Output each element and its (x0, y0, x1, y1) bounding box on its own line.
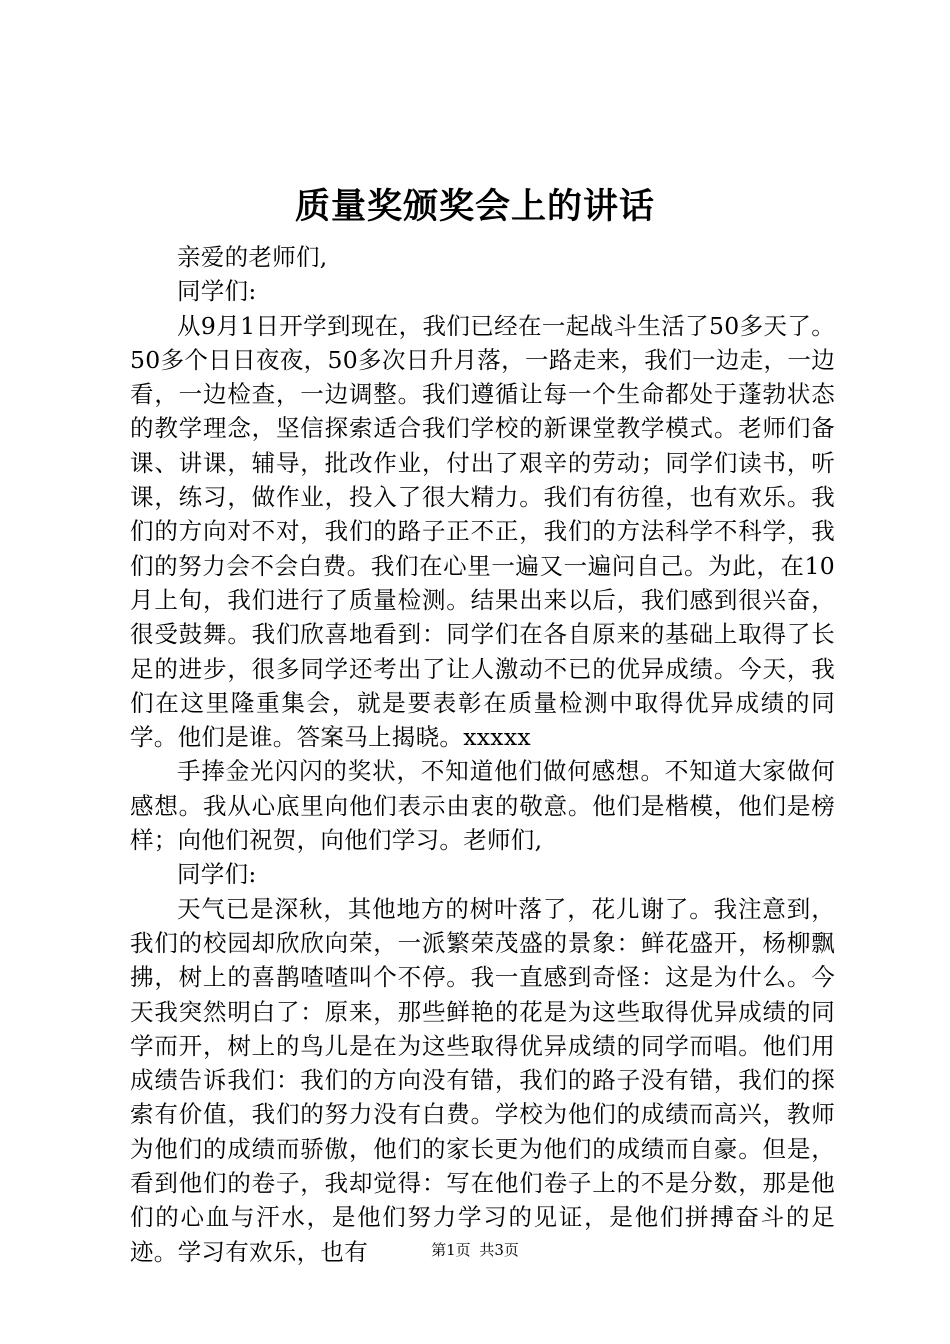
page-total: 共3页 (479, 1241, 519, 1259)
page-footer (0, 1240, 950, 1260)
paragraph-autumn: 天气已是深秋，其他地方的树叶落了，花儿谢了。我注意到，我们的校园却欣欣向荣，一派繁荣茂盛的景象：鲜花盛开，杨柳飘拂，树上的喜鹊喳喳叫个不停。我一直感到奇怪：这是为什么。今天我突然明白了：原来，那些鲜艳的花是为这些取得优异成绩的同学而开，树上的鸟儿是在为这些取得优异成绩的同学而唱。他们用成绩告诉我们：我们的方向没有错，我们的路子没有错，我们的探索有价值，我们的努力没有白费。学校为他们的成绩而高兴，教师为他们的成绩而骄傲，他们的家长更为他们的成绩而自豪。但是，看到他们的卷子，我却觉得：写在他们卷子上的不是分数，那是他们的心血与汗水，是他们努力学习的见证，是他们拼搏奋斗的足迹。学习有欢乐，也有 (130, 894, 835, 1266)
paragraph-award: 手捧金光闪闪的奖状，不知道他们做何感想。不知道大家做何感想。我从心底里向他们表示由衷的敬意。他们是楷模，他们是榜样；向他们祝贺，向他们学习。老师们, (130, 757, 835, 855)
salutation-teachers: 亲爱的老师们, (177, 243, 328, 271)
document-body (130, 240, 835, 1269)
document-title: 质量奖颁奖会上的讲话 (294, 186, 655, 227)
salutation-students: 同学们: (177, 277, 257, 306)
salutation-students-2: 同学们: (177, 860, 257, 889)
paragraph-opening: 从9月1日开学到现在，我们已经在一起战斗生活了50多天了。50多个日日夜夜，50多次日升月落，一路走来，我们一边走，一边看，一边检查，一边调整。我们遵循让每一个生命都处于蓬勃状态的教学理念，坚信探索适合我们学校的新课堂教学模式。老师们备课、讲课，辅导，批改作业，付出了艰辛的劳动；同学们读书，听课，练习，做作业，投入了很大精力。我们有彷徨，也有欢乐。我们的方向对不对，我们的路子正不正，我们的方法科学不科学，我们的努力会不会白费。我们在心里一遍又一遍问自己。为此，在10月上旬，我们进行了质量检测。结果出来以后，我们感到很兴奋，很受鼓舞。我们欣喜地看到：同学们在各自原来的基础上取得了长足的进步，很多同学还考出了让人激动不已的优异成绩。今天，我们在这里隆重集会，就是要表彰在质量检测中取得优异成绩的同学。他们是谁。答案马上揭晓。xxxxx (130, 311, 835, 752)
page-number: 第1页 (431, 1241, 471, 1259)
